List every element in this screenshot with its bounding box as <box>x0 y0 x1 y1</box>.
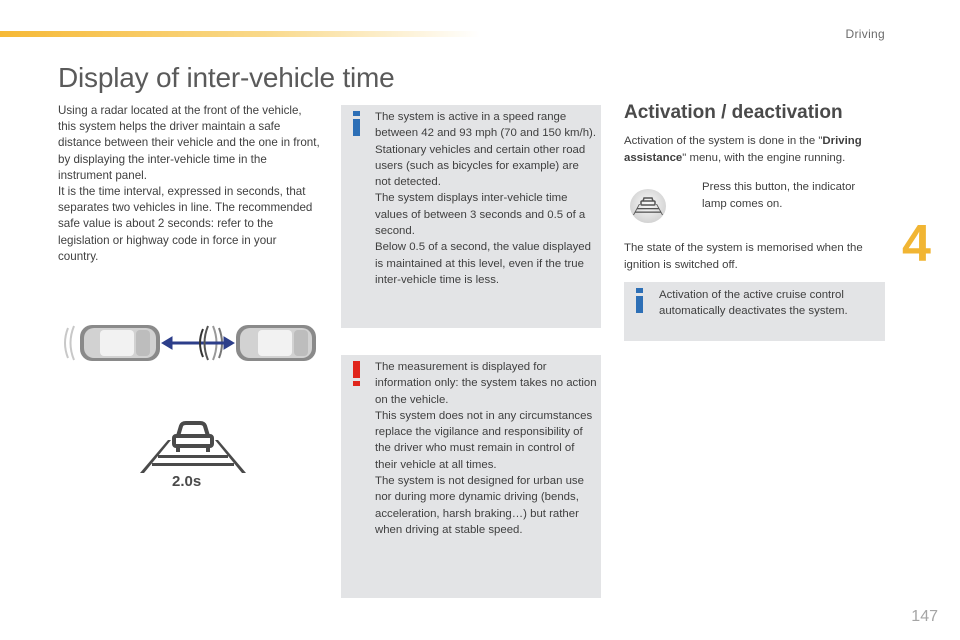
inter-vehicle-time-pictogram <box>138 418 248 490</box>
activation-text-after: " menu, with the engine running. <box>682 152 846 164</box>
page-number: 147 <box>911 608 938 625</box>
info-line: The system is active in a speed range between 42 and 93 mph (70 and 150 km/h). <box>375 111 596 140</box>
info-box-text <box>375 109 597 288</box>
inter-vehicle-button-icon <box>628 187 668 225</box>
info-icon <box>636 288 643 313</box>
info-line: The system displays inter-vehicle time values of between 3 seconds and 0.5 of a second. <box>375 192 586 238</box>
warning-icon <box>353 361 360 386</box>
activation-text-before: Activation of the system is done in the " <box>624 135 823 147</box>
intro-text <box>58 103 320 265</box>
page-title: Display of inter-vehicle time <box>58 62 395 93</box>
info-box-speed-range <box>341 105 601 328</box>
vehicles-distance-illustration <box>58 318 320 368</box>
warning-line: The measurement is displayed for information only: the system takes no action on the vehicle. <box>375 361 597 406</box>
info-line: Below 0.5 of a second, the value displayed is maintained at this level, even if the true inter-vehicle time is less. <box>375 241 591 286</box>
info-box-cruise-control <box>624 282 885 341</box>
warning-box <box>341 355 601 598</box>
time-value-label: 2.0s <box>172 473 202 490</box>
warning-box-text <box>375 359 597 538</box>
menu-name: Driving assistance <box>624 135 862 164</box>
arrow-icon <box>162 337 234 349</box>
front-vehicle-icon <box>80 325 160 361</box>
memorised-text: The state of the system is memorised when the ignition is switched off. <box>624 242 863 271</box>
info-icon <box>353 111 360 136</box>
activation-text <box>624 133 886 167</box>
activation-heading: Activation / deactivation <box>624 102 843 123</box>
chapter-number: 4 <box>902 215 931 273</box>
info-line: Stationary vehicles and certain other road users (such as bicycles for example) are not detected. <box>375 143 586 189</box>
rear-vehicle-icon <box>236 325 316 361</box>
info-box-text: Activation of the active cruise control automatically deactivates the system. <box>659 289 848 318</box>
intro-paragraph: Using a radar located at the front of the vehicle, this system helps the driver maintain a safe distance between their vehicle and the one in front, by displaying the inter-vehicle time in the instrument panel. <box>58 104 320 182</box>
warning-line: The system is not designed for urban use nor during more dynamic driving (bends, acceleration, harsh braking…) but rather when driving at stable speed. <box>375 475 584 536</box>
warning-line: This system does not in any circumstances replace the vigilance and responsibility of the driver who must remain in control of their vehicle at all times. <box>375 409 593 471</box>
car-front-icon <box>174 423 212 452</box>
section-label: Driving <box>845 27 885 41</box>
intro-paragraph: It is the time interval, expressed in seconds, that separates two vehicles in line. The recommended safe value is about 2 seconds: refer to the legislation or highway code in force in your country. <box>58 185 313 263</box>
header-accent-bar <box>0 31 480 37</box>
press-button-text: Press this button, the indicator lamp comes on. <box>702 181 856 210</box>
